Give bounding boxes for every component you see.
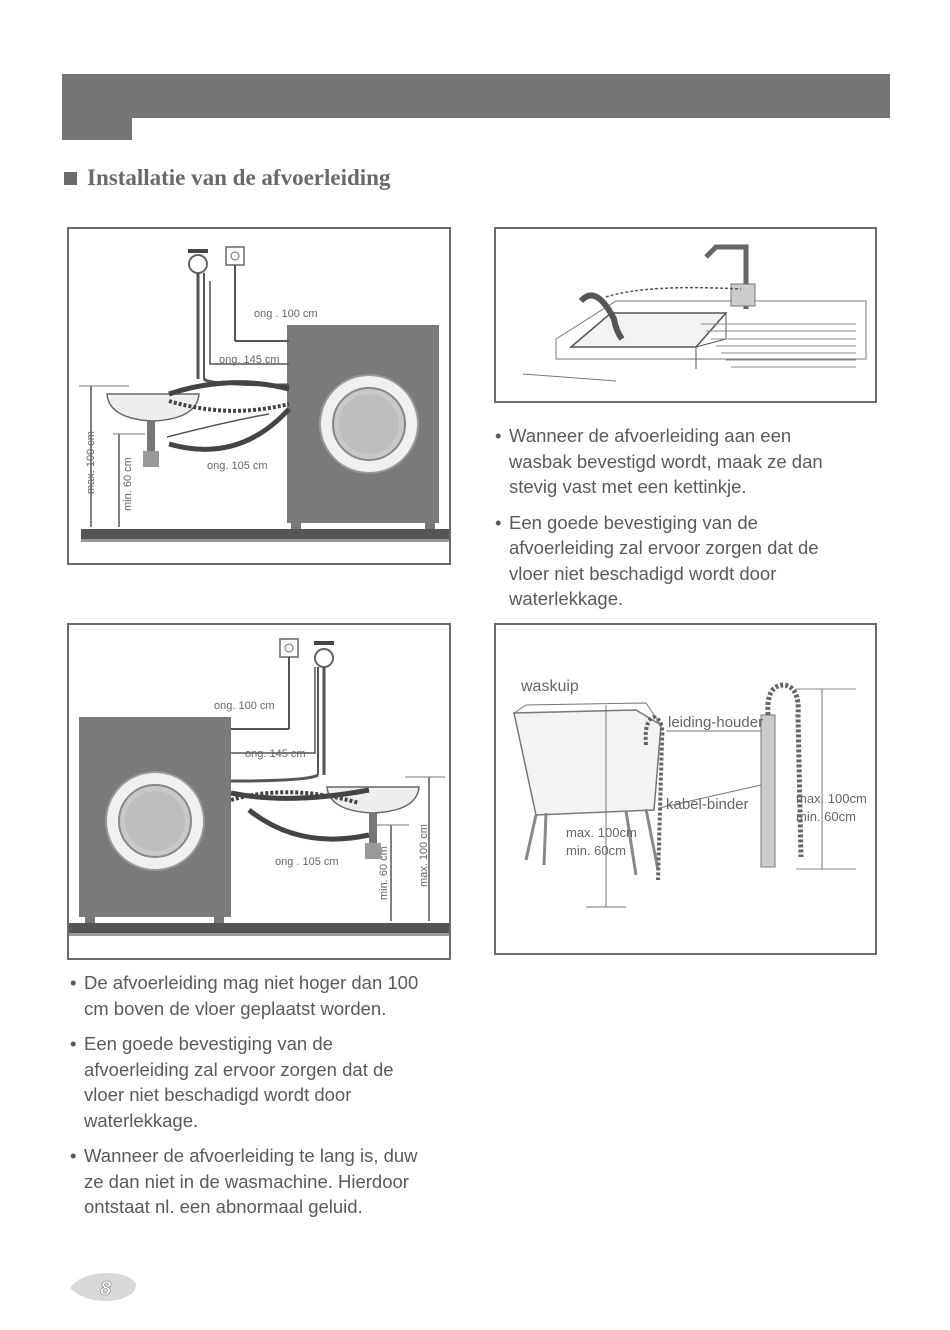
section-title-text: Installatie van de afvoerleiding — [87, 165, 391, 190]
right-bullets — [495, 423, 855, 622]
left-bullets — [70, 970, 420, 1230]
left-bullet-item: • De afvoerleiding mag niet hoger dan 100 cm boven de vloer geplaatst worden. — [70, 970, 420, 1021]
hose-holder — [761, 715, 775, 867]
washbasin — [107, 394, 199, 421]
left-bullet-item: • Wanneer de afvoerleiding te lang is, duw ze dan niet in de wasmachine. Hierdoor ontstaat nl. een abnormaal geluid. — [70, 1143, 420, 1220]
fig4-min-left: min. 60cm — [566, 843, 626, 858]
fig4-max-right: max. 100cm — [796, 791, 867, 806]
fig1-label-min: min. 60 cm — [122, 457, 134, 511]
page-number: 8 — [100, 1278, 112, 1300]
page-number-badge — [70, 1270, 140, 1304]
fig3-label-145: ong. 145 cm — [245, 748, 306, 760]
figure-washtub-hose-holder — [494, 623, 877, 955]
fig3-label-100: ong. 100 cm — [214, 700, 275, 712]
fig3-label-min: min. 60 cm — [378, 846, 390, 900]
fig4-waskuip: waskuip — [521, 678, 579, 695]
section-title — [64, 165, 390, 191]
fig4-max-left: max. 100cm — [566, 825, 637, 840]
fig4-min-right: min. 60cm — [796, 809, 856, 824]
fig3-label-max: max. 100 cm — [418, 824, 430, 887]
left-bullet-item: • Een goede bevestiging van de afvoerleiding zal ervoor zorgen dat de vloer niet beschadigd wordt door waterlekkage. — [70, 1031, 420, 1133]
figure-drain-installation-basin-left — [67, 227, 451, 565]
fig1-label-100: ong . 100 cm — [254, 308, 318, 320]
fig1-label-105: ong. 105 cm — [207, 460, 268, 472]
fig1-label-max: max. 100 cm — [85, 431, 97, 494]
figure-sink-chain — [494, 227, 877, 403]
figure-drain-installation-basin-right — [67, 623, 451, 960]
square-bullet-icon — [64, 172, 77, 185]
fig4-leiding-houder: leiding-houder — [668, 714, 764, 731]
tap-icon — [189, 255, 207, 273]
fig1-label-145: ong. 145 cm — [219, 354, 280, 366]
fig3-label-105: ong . 105 cm — [275, 856, 339, 868]
header-bar — [62, 74, 890, 118]
right-bullet-item: • Wanneer de afvoerleiding aan een wasbak bevestigd wordt, maak ze dan stevig vast met een kettinkje. — [495, 423, 855, 500]
washtub — [514, 710, 661, 815]
header-tab — [62, 116, 132, 140]
tap-icon — [315, 649, 333, 667]
right-bullet-item: • Een goede bevestiging van de afvoerleiding zal ervoor zorgen dat de vloer niet beschadigd wordt door waterlekkage. — [495, 510, 855, 612]
fig4-kabel-binder: kabel-binder — [666, 796, 749, 813]
